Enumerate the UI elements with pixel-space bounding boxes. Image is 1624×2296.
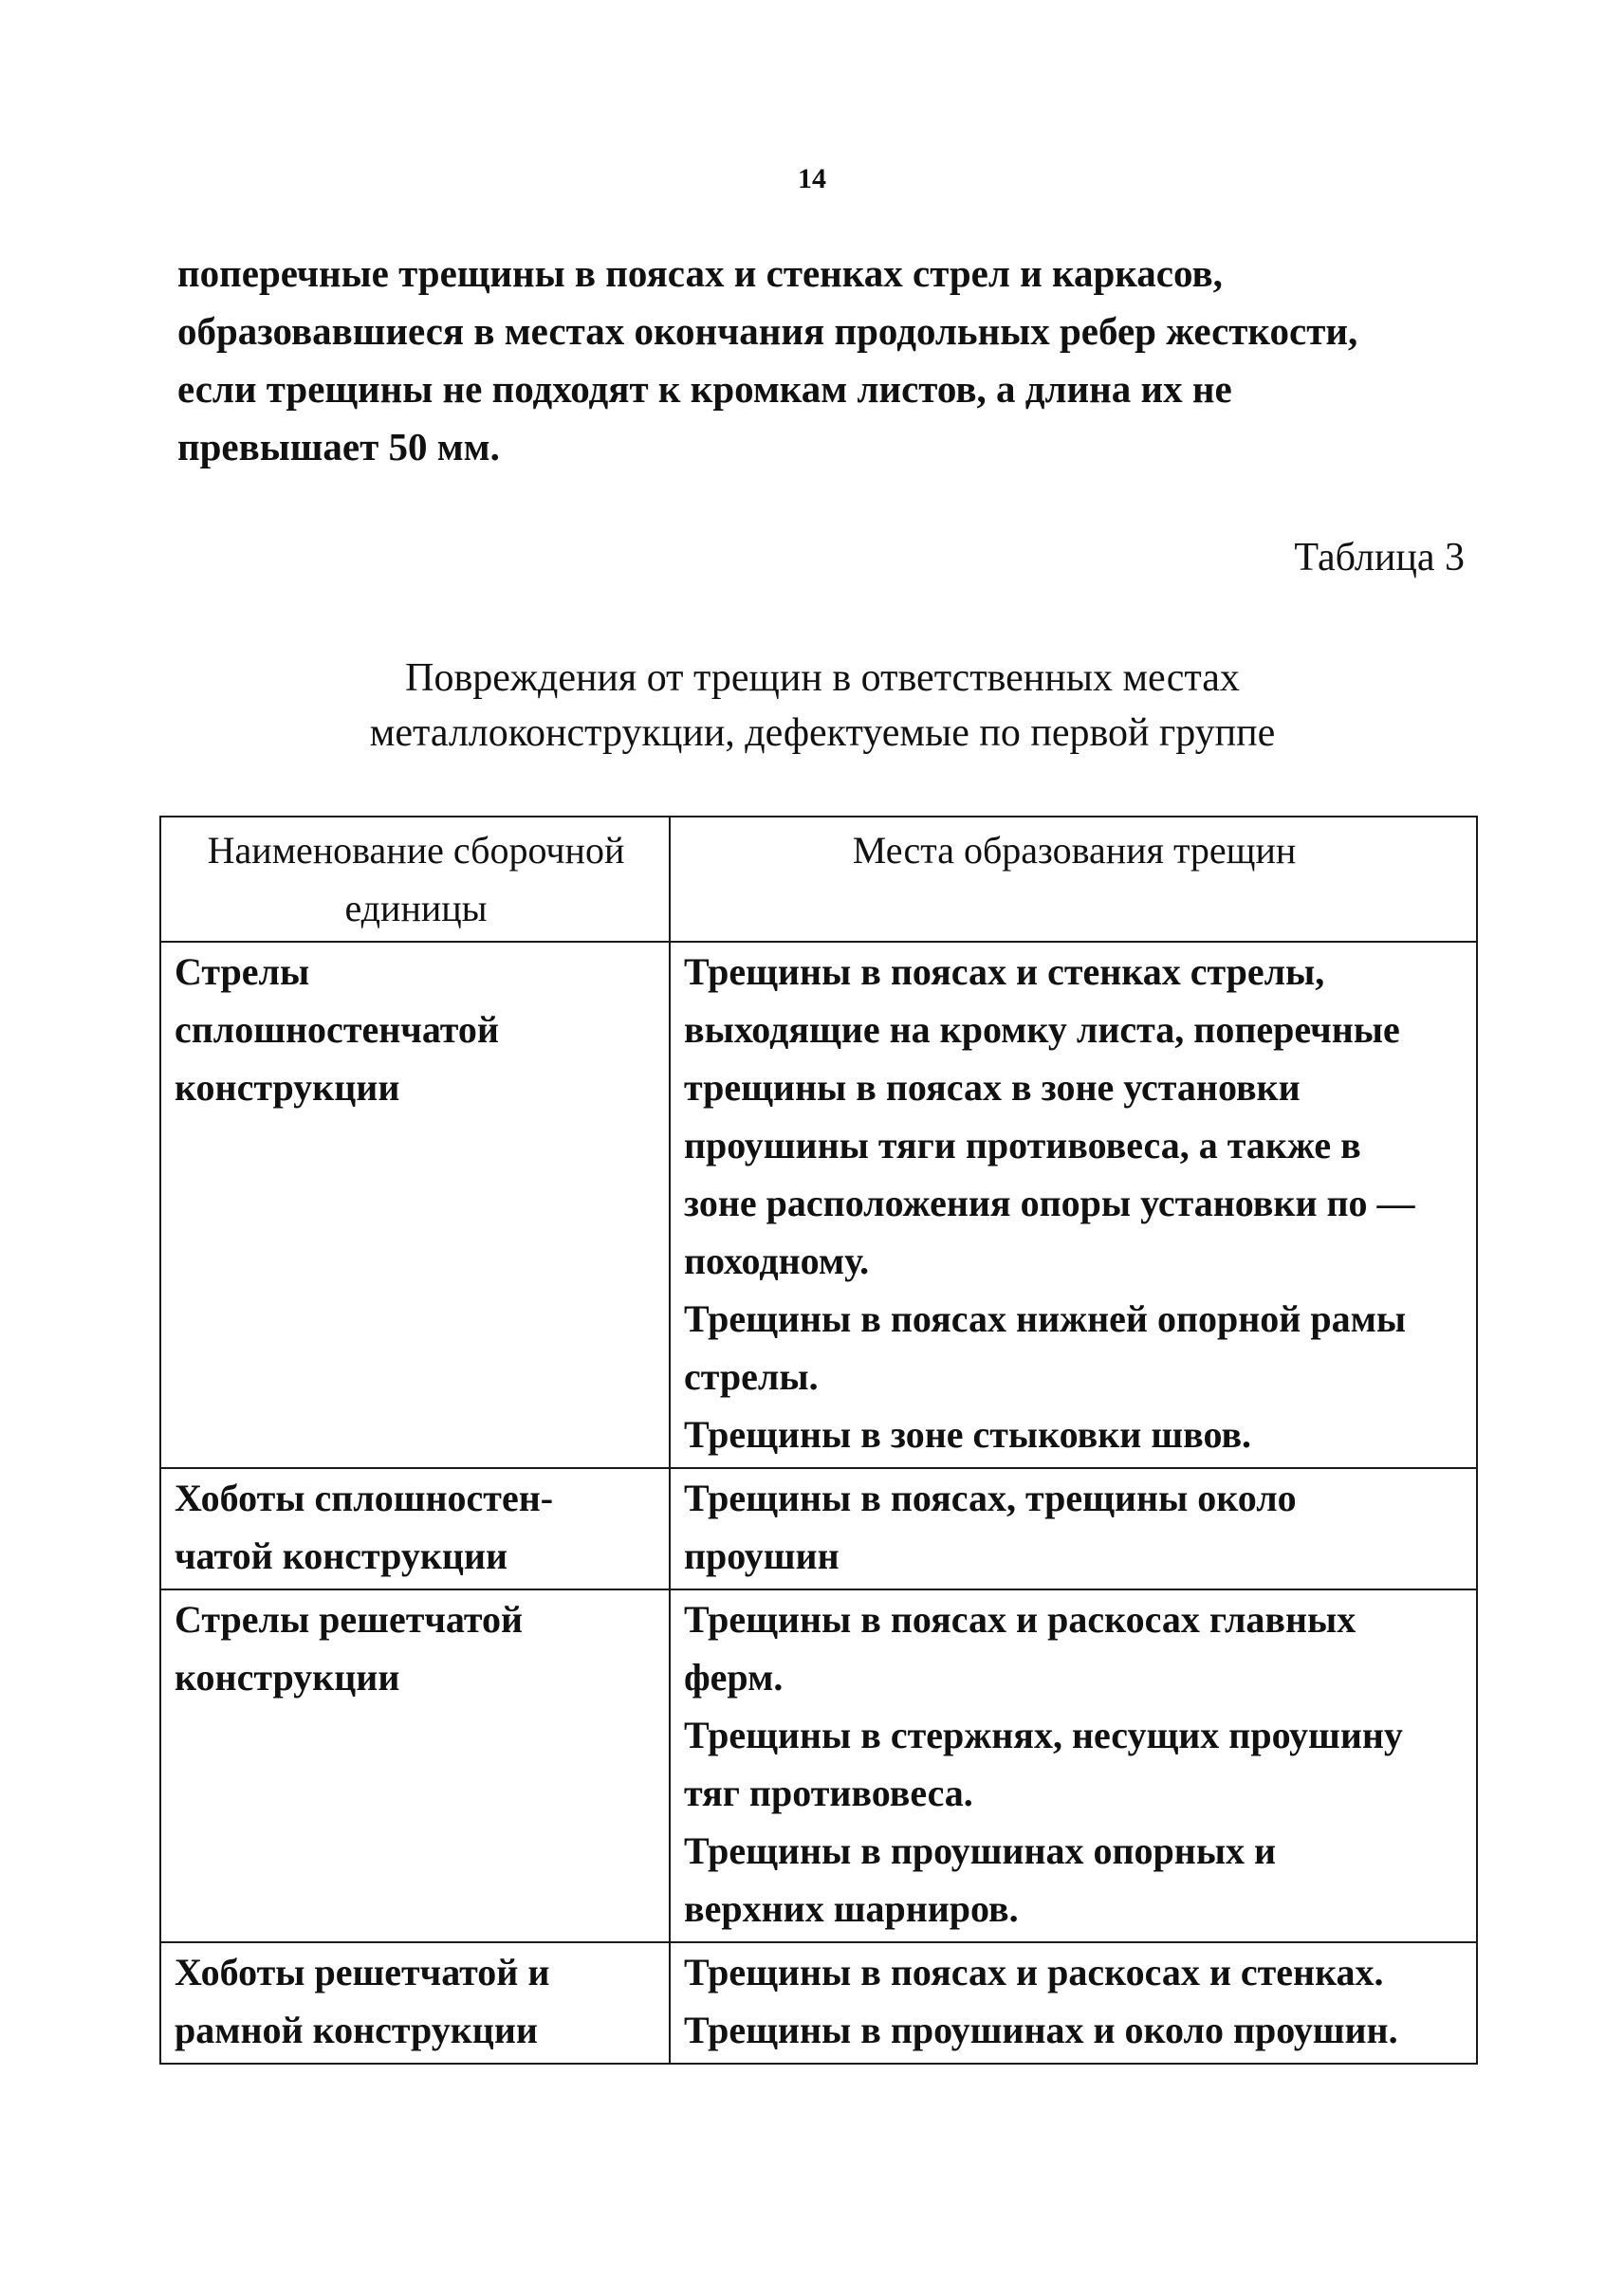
table-row	[160, 1942, 1477, 2064]
table-title	[177, 651, 1467, 761]
places-line: зоне расположения опоры установки по —	[684, 1182, 1415, 1224]
header-assembly-unit	[160, 817, 670, 942]
places-line: Трещины в поясах и раскосах и стенках.	[684, 1951, 1384, 1993]
header-crack-places	[670, 817, 1477, 942]
intro-line: поперечные трещины в поясах и стенках стрел и каркасов,	[177, 251, 1223, 295]
places-line: Трещины в поясах и стенках стрелы,	[684, 950, 1325, 993]
places-cell	[670, 1589, 1477, 1942]
unit-line: чатой конструкции	[175, 1534, 508, 1577]
table-row	[160, 1589, 1477, 1942]
unit-cell	[160, 1468, 670, 1589]
intro-line: если трещины не подходят к кромкам листов, а длина их не	[177, 367, 1232, 411]
places-line: Трещины в поясах нижней опорной рамы	[684, 1297, 1407, 1340]
places-line: стрелы.	[684, 1355, 819, 1398]
places-line: тяг противовеса.	[684, 1772, 973, 1814]
places-line: походному.	[684, 1240, 870, 1282]
table-header-row	[160, 817, 1477, 942]
table-row	[160, 1468, 1477, 1589]
unit-cell	[160, 1942, 670, 2064]
table-title-line: Повреждения от трещин в ответственных местах	[405, 656, 1240, 700]
places-line: Трещины в поясах и раскосах главных	[684, 1598, 1356, 1641]
places-line: проушин	[684, 1534, 840, 1577]
places-line: Трещины в проушинах и около проушин.	[684, 2009, 1398, 2051]
table-row	[160, 942, 1477, 1468]
places-cell	[670, 942, 1477, 1468]
places-line: Трещины в зоне стыковки швов.	[684, 1413, 1252, 1456]
unit-line: Стрелы решетчатой	[175, 1598, 524, 1641]
header-line: Места образования трещин	[852, 829, 1297, 872]
unit-line: рамной конструкции	[175, 2009, 538, 2051]
places-line: верхних шарниров.	[684, 1887, 1019, 1930]
unit-line: Хоботы решетчатой и	[175, 1951, 550, 1993]
unit-line: Стрелы	[175, 950, 310, 993]
places-line: проушины тяги противовеса, а также в	[684, 1124, 1361, 1166]
intro-line: образовавшиеся в местах окончания продольных ребер жесткости,	[177, 309, 1358, 353]
places-cell	[670, 1942, 1477, 2064]
unit-line: конструкции	[175, 1656, 400, 1699]
unit-cell	[160, 1589, 670, 1942]
damage-table	[159, 816, 1478, 2065]
unit-line: сплошностенчатой	[175, 1008, 499, 1051]
header-line: Наименование сборочной	[207, 829, 625, 872]
unit-line: Хоботы сплошностен-	[175, 1477, 554, 1519]
unit-cell	[160, 942, 670, 1468]
places-line: трещины в поясах в зоне установки	[684, 1066, 1301, 1109]
header-line: единицы	[344, 887, 488, 929]
intro-line: превышает 50 мм.	[177, 425, 500, 468]
page-number: 14	[798, 163, 826, 194]
places-line: Трещины в проушинах опорных и	[684, 1829, 1277, 1872]
places-line: выходящие на кромку листа, поперечные	[684, 1008, 1400, 1051]
unit-line: конструкции	[175, 1066, 400, 1109]
places-cell	[670, 1468, 1477, 1589]
table-label: Таблица 3	[1294, 536, 1465, 579]
places-line: ферм.	[684, 1656, 784, 1699]
intro-paragraph	[177, 245, 1467, 476]
table-title-line: металлоконструкции, дефектуемые по первой группе	[369, 711, 1276, 755]
places-line: Трещины в поясах, трещины около	[684, 1477, 1297, 1519]
places-line: Трещины в стержнях, несущих проушину	[684, 1714, 1403, 1756]
